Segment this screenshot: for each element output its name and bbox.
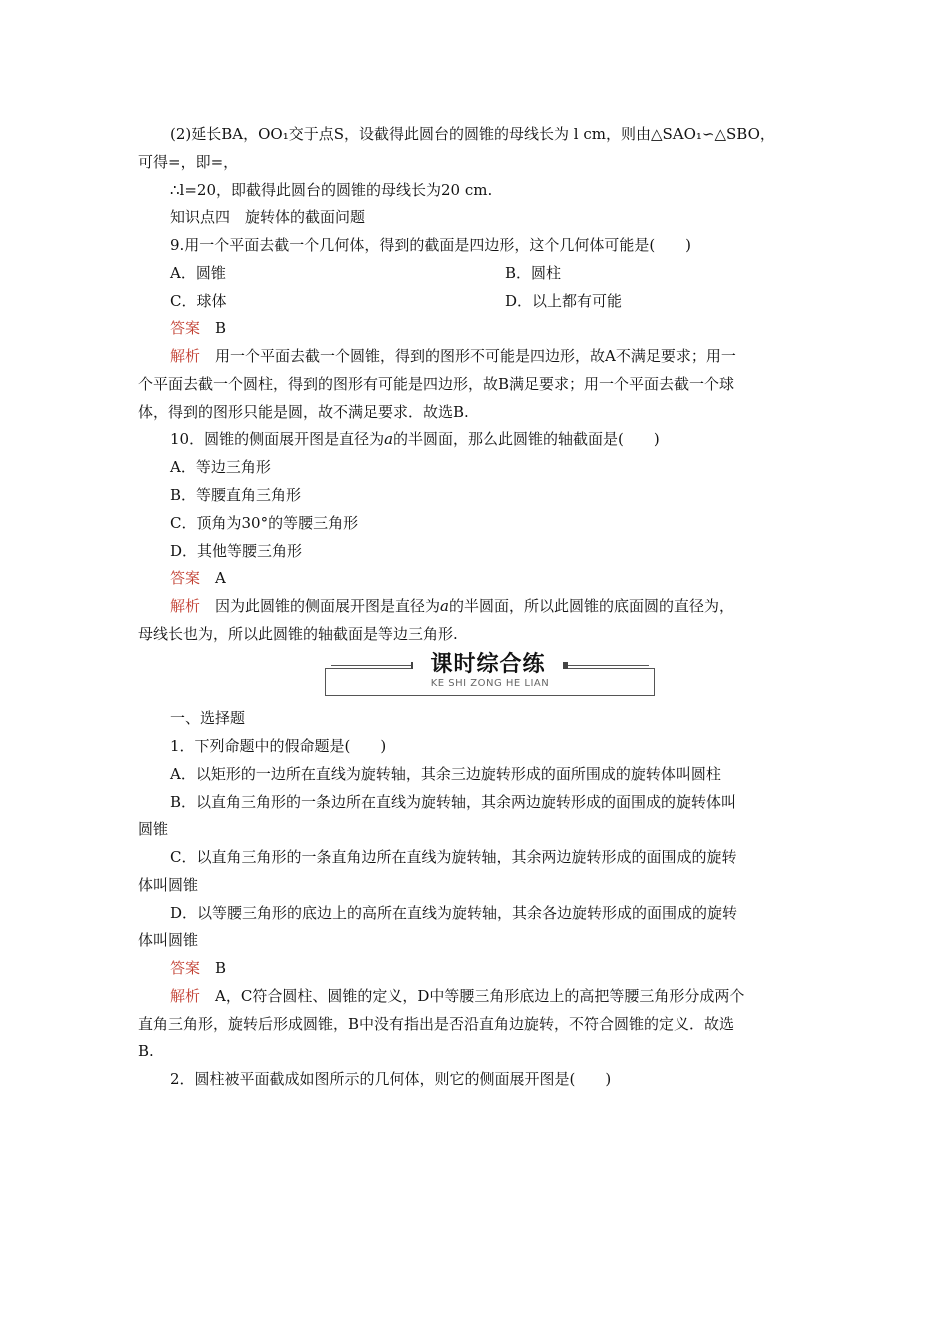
option-b: B．以直角三角形的一条边所在直线为旋转轴，其余两边旋转形成的面围成的旋转体叫 — [170, 793, 737, 811]
question-2: 2．圆柱被平面截成如图所示的几何体，则它的侧面展开图是( ) — [170, 1070, 612, 1088]
option-d: D．其他等腰三角形 — [170, 542, 303, 560]
answer-label: 答案 — [170, 569, 201, 587]
variable: a — [440, 597, 449, 615]
option-d-cont: 体叫圆锥 — [138, 931, 199, 949]
analysis-text: 用一个平面去截一个圆锥，得到的图形不可能是四边形，故A不满足要求；用一 — [215, 347, 736, 365]
option-c: C．以直角三角形的一条直角边所在直线为旋转轴，其余两边旋转形成的面围成的旋转 — [170, 848, 737, 866]
option-b-cont: 圆锥 — [138, 820, 169, 838]
analysis-text: A，C符合圆柱、圆锥的定义，D中等腰三角形底边上的高把等腰三角形分成两个 — [215, 987, 745, 1005]
question-9: 9.用一个平面去截一个几何体，得到的截面是四边形，这个几何体可能是( ) — [170, 236, 692, 254]
solution-line: (2)延长BA，OO₁交于点S，设截得此圆台的圆锥的母线长为 l cm，则由△SAO₁∽△SBO， — [170, 125, 775, 143]
banner-rule — [331, 665, 413, 666]
section-heading: 知识点四 旋转体的截面问题 — [170, 208, 366, 226]
answer-line — [170, 568, 226, 588]
solution-line: ∴l=20，即截得此圆台的圆锥的母线长为20 cm. — [170, 181, 493, 199]
answer-line — [170, 958, 226, 978]
section-banner — [325, 654, 655, 696]
analysis-label: 解析 — [170, 347, 201, 365]
answer-line — [170, 318, 226, 338]
banner-subtitle: KE SHI ZONG HE LIAN — [430, 678, 550, 689]
banner-rule — [563, 665, 649, 666]
question-text: 的半圆面，那么此圆锥的轴截面是( ) — [393, 430, 660, 448]
option-a: A．等边三角形 — [170, 458, 271, 476]
analysis-line — [170, 986, 744, 1006]
variable: a — [384, 430, 394, 448]
answer-label: 答案 — [170, 959, 201, 977]
option-a: A．圆锥 — [170, 264, 226, 282]
analysis-line: 体，得到的图形只能是圆，故不满足要求．故选B. — [138, 403, 469, 421]
option-c-cont: 体叫圆锥 — [138, 876, 199, 894]
option-a: A．以矩形的一边所在直线为旋转轴，其余三边旋转形成的面所围成的旋转体叫圆柱 — [170, 765, 721, 783]
analysis-text: 的半圆面，所以此圆锥的底面圆的直径为， — [449, 597, 735, 615]
analysis-line — [170, 346, 736, 366]
option-b: B．等腰直角三角形 — [170, 486, 302, 504]
analysis-line: 个平面去截一个圆柱，得到的图形有可能是四边形，故B满足要求；用一个平面去截一个球 — [138, 375, 735, 393]
answer-value: B — [215, 959, 227, 977]
banner-title: 课时综合练 — [413, 652, 563, 678]
question-10 — [170, 429, 660, 449]
solution-line: 可得=，即=， — [138, 153, 239, 171]
option-d: D．以上都有可能 — [505, 292, 623, 310]
analysis-line: B. — [138, 1042, 154, 1060]
question-1: 1．下列命题中的假命题是( ) — [170, 737, 387, 755]
answer-value: A — [215, 569, 226, 587]
option-b: B．圆柱 — [505, 264, 562, 282]
section-heading: 一、选择题 — [170, 709, 246, 727]
answer-label: 答案 — [170, 319, 201, 337]
analysis-line: 直角三角形，旋转后形成圆锥，B中没有指出是否沿直角边旋转，不符合圆锥的定义．故选 — [138, 1015, 735, 1033]
option-c: C．球体 — [170, 292, 227, 310]
analysis-label: 解析 — [170, 987, 201, 1005]
analysis-text: 因为此圆锥的侧面展开图是直径为 — [215, 597, 441, 615]
analysis-line: 母线长也为，所以此圆锥的轴截面是等边三角形. — [138, 625, 458, 643]
option-d: D．以等腰三角形的底边上的高所在直线为旋转轴，其余各边旋转形成的面围成的旋转 — [170, 904, 738, 922]
analysis-line — [170, 596, 734, 616]
question-text: 10．圆锥的侧面展开图是直径为 — [170, 430, 385, 448]
analysis-label: 解析 — [170, 597, 201, 615]
answer-value: B — [215, 319, 227, 337]
option-c: C．顶角为30°的等腰三角形 — [170, 514, 359, 532]
